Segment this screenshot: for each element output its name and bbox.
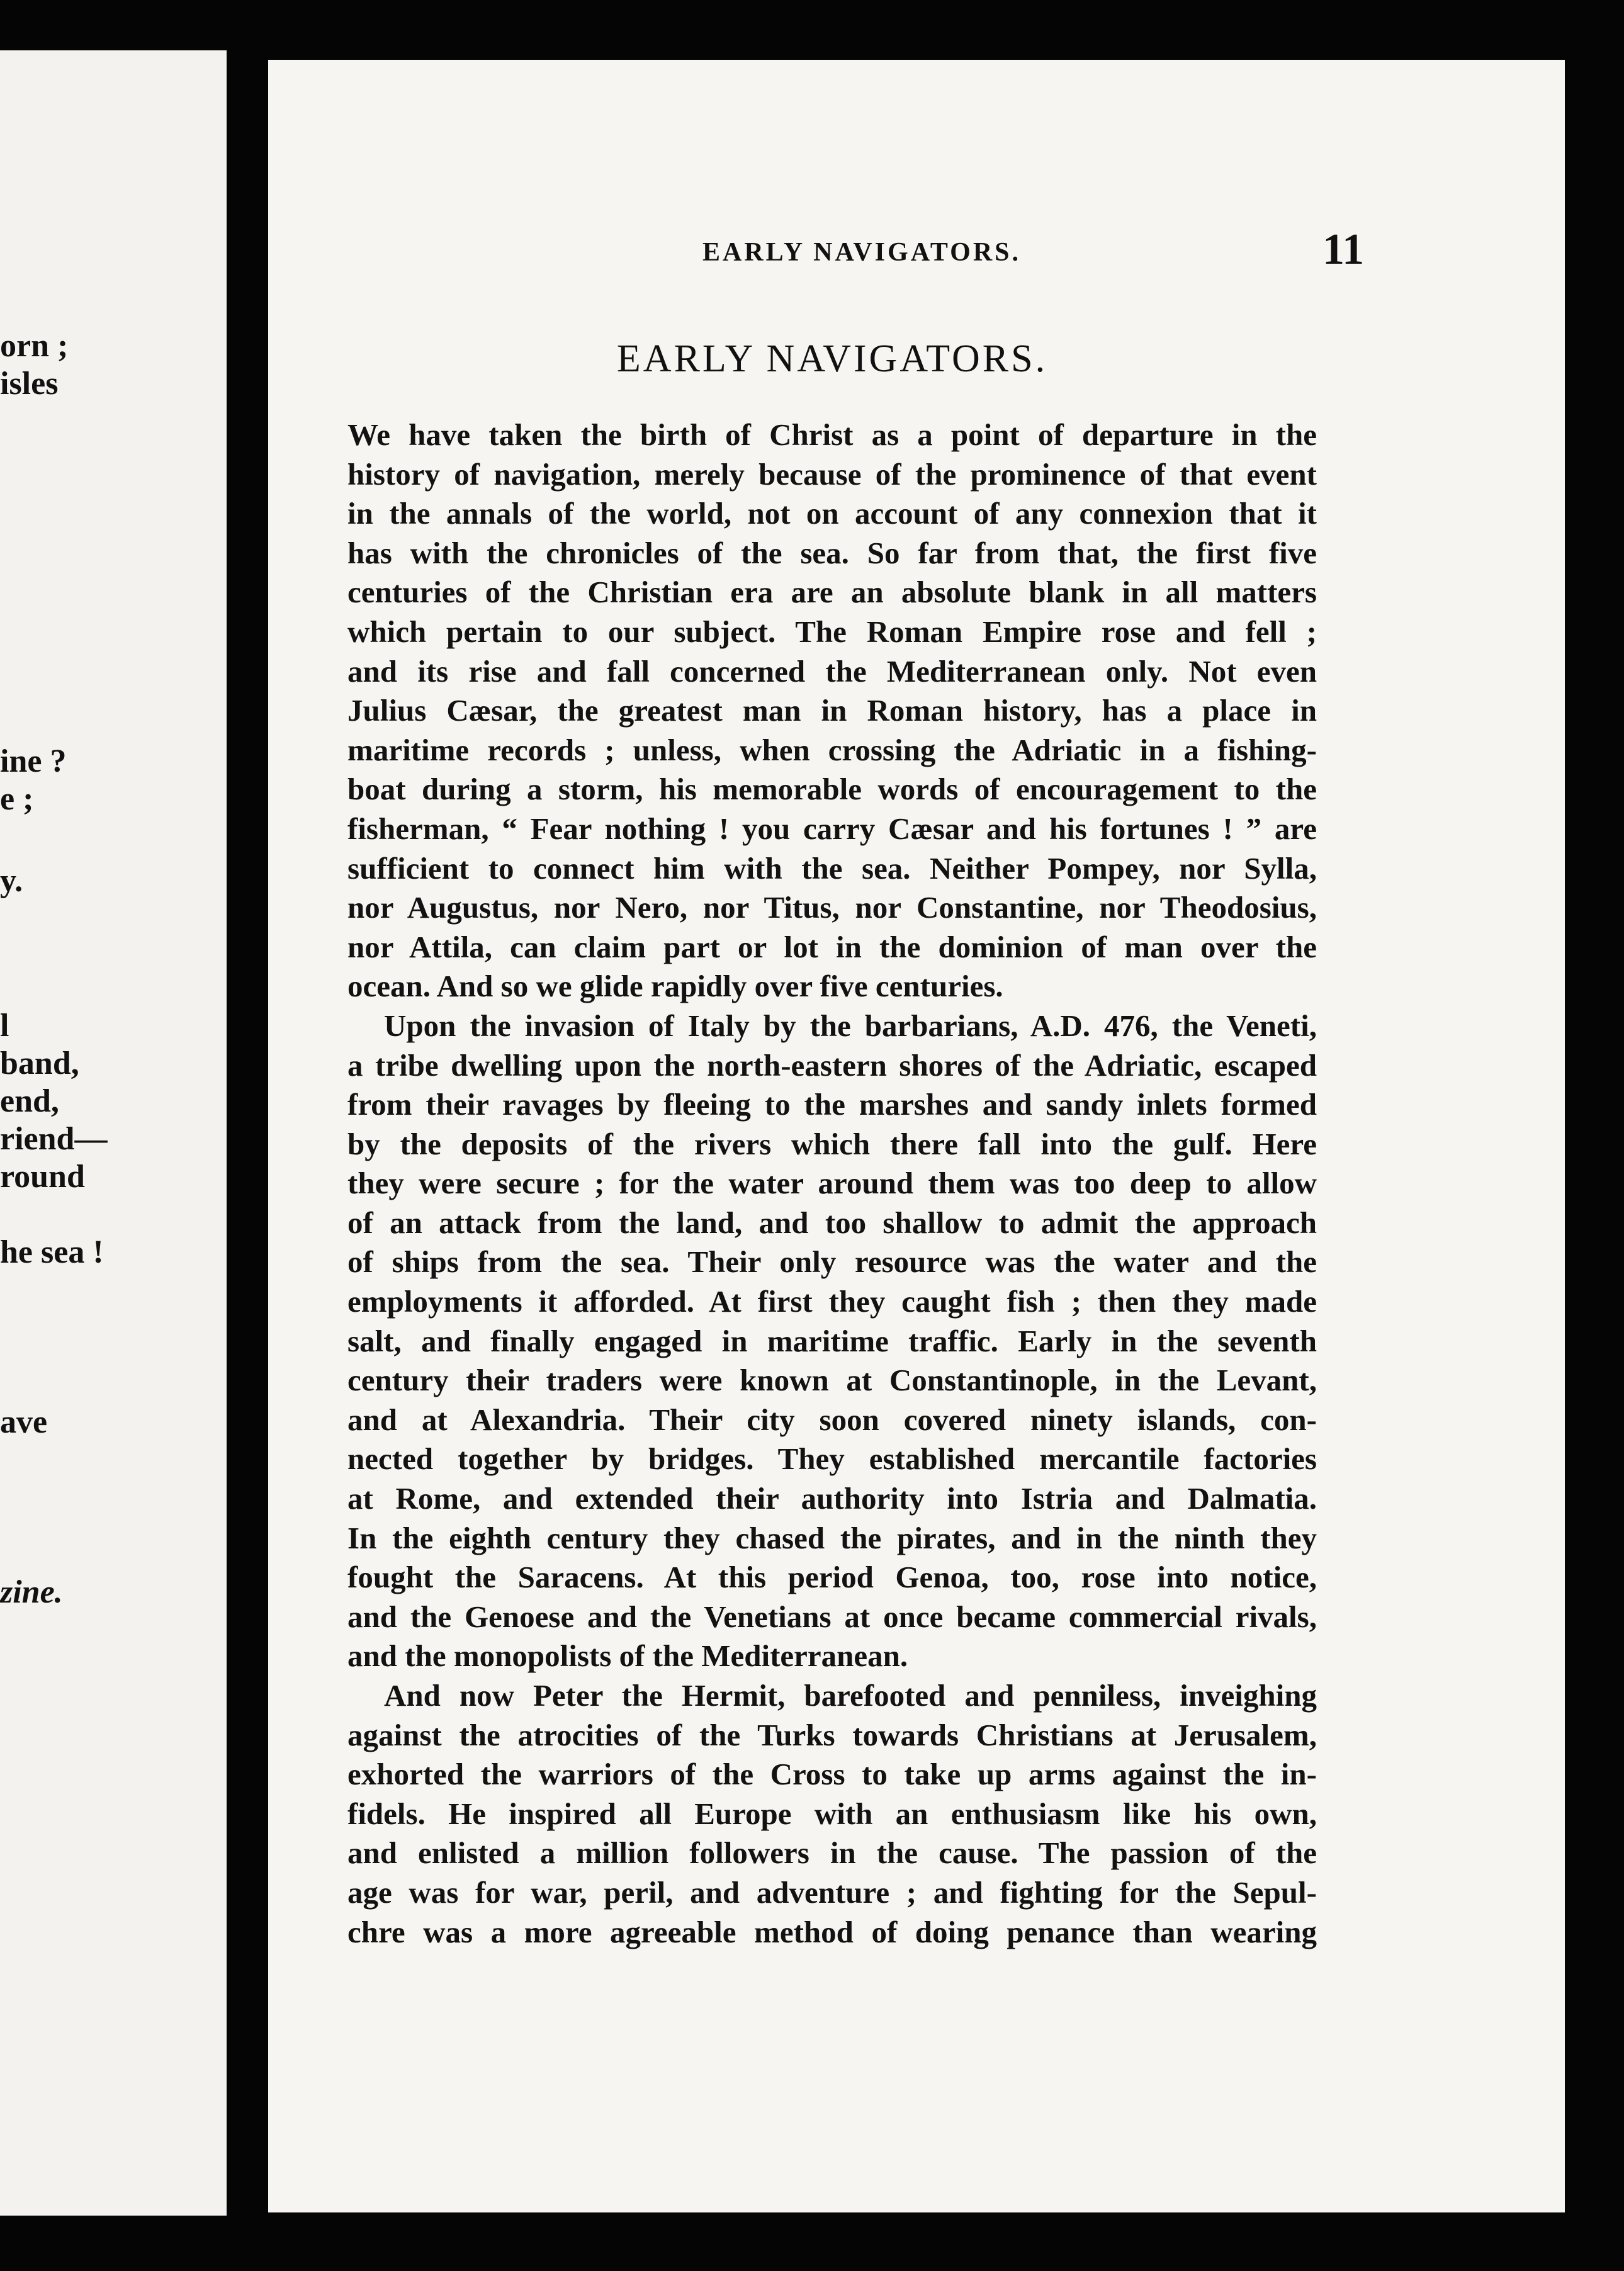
text-line: And now Peter the Hermit, barefooted and penniless, inveighing [384, 1678, 1317, 1713]
facing-page-line: ine ? [0, 743, 67, 779]
text-line: centuries of the Christian era are an absolute blank in all matters [347, 575, 1317, 610]
text-line: in the annals of the world, not on account of any connexion that it [347, 496, 1317, 531]
facing-page-line: isles [0, 366, 59, 402]
text-line: and its rise and fall concerned the Mediterranean only. Not even [347, 653, 1317, 689]
text-line: fidels. He inspired all Europe with an enthusiasm like his own, [347, 1796, 1317, 1831]
text-line: ocean. And so we glide rapidly over five centuries. [347, 969, 1003, 1004]
text-line: nor Augustus, nor Nero, nor Titus, nor Constantine, nor Theodosius, [347, 890, 1317, 925]
text-line: history of navigation, merely because of the prominence of that event [347, 456, 1317, 492]
text-line: against the atrocities of the Turks towards Christians at Jerusalem, [347, 1717, 1317, 1752]
book-page [268, 60, 1565, 2212]
text-line: by the deposits of the rivers which there fall into the gulf. Here [347, 1126, 1317, 1161]
body-text [347, 415, 1317, 1952]
text-line: sufficient to connect him with the sea. Neither Pompey, nor Sylla, [347, 850, 1317, 886]
text-line: nor Attila, can claim part or lot in the dominion of man over the [347, 929, 1317, 964]
facing-page-line: round [0, 1159, 85, 1195]
running-head: EARLY NAVIGATORS. [702, 238, 1022, 267]
facing-page-fragment [0, 50, 227, 2216]
text-line: a tribe dwelling upon the north-eastern shores of the Adriatic, escaped [347, 1047, 1317, 1083]
text-line: they were secure ; for the water around them was too deep to allow [347, 1166, 1317, 1201]
facing-page-line: y. [0, 863, 23, 899]
facing-page-line: end, [0, 1083, 59, 1119]
text-line: boat during a storm, his memorable words of encouragement to the [347, 772, 1317, 807]
text-line: of ships from the sea. Their only resource was the water and the [347, 1244, 1317, 1280]
book-gutter [227, 0, 268, 2271]
text-line: salt, and finally engaged in maritime traffic. Early in the seventh [347, 1323, 1317, 1358]
text-line: fought the Saracens. At this period Genoa, too, rose into notice, [347, 1560, 1317, 1595]
page-number: 11 [1322, 225, 1365, 274]
text-line: and the monopolists of the Mediterranean. [347, 1638, 908, 1674]
text-line: has with the chronicles of the sea. So far from that, the first five [347, 535, 1317, 570]
facing-page-line: band, [0, 1045, 79, 1081]
facing-page-line: he sea ! [0, 1234, 104, 1270]
text-line: exhorted the warriors of the Cross to take up arms against the in- [347, 1757, 1317, 1792]
text-line: of an attack from the land, and too shallow to admit the approach [347, 1205, 1317, 1240]
text-line: and enlisted a million followers in the cause. The passion of the [347, 1835, 1317, 1871]
text-line: employments it afforded. At first they caught fish ; then they made [347, 1284, 1317, 1319]
facing-page-line: riend— [0, 1121, 108, 1157]
text-line: age was for war, peril, and adventure ; and fighting for the Sepul- [347, 1874, 1317, 1910]
text-line: which pertain to our subject. The Roman Empire rose and fell ; [347, 614, 1317, 649]
facing-page-line: ave [0, 1404, 48, 1440]
facing-page-line: orn ; [0, 328, 69, 364]
text-line: maritime records ; unless, when crossing the Adriatic in a fishing- [347, 732, 1317, 767]
facing-page-line: l [0, 1008, 9, 1044]
text-line: century their traders were known at Constantinople, in the Levant, [347, 1363, 1317, 1398]
text-line: and the Genoese and the Venetians at once became commercial rivals, [347, 1599, 1317, 1634]
facing-page-line: zine. [0, 1574, 63, 1610]
text-line: fisherman, “ Fear nothing ! you carry Cæsar and his fortunes ! ” are [347, 811, 1317, 846]
text-line: nected together by bridges. They established mercantile factories [347, 1441, 1317, 1477]
text-line: We have taken the birth of Christ as a point of departure in the [347, 417, 1317, 452]
text-line: and at Alexandria. Their city soon covered ninety islands, con- [347, 1402, 1317, 1437]
text-line: from their ravages by fleeing to the marshes and sandy inlets formed [347, 1087, 1317, 1122]
text-line: Julius Cæsar, the greatest man in Roman history, has a place in [347, 693, 1317, 728]
text-line: chre was a more agreeable method of doing penance than wearing [347, 1914, 1317, 1949]
chapter-title: EARLY NAVIGATORS. [616, 337, 1048, 380]
text-line: In the eighth century they chased the pirates, and in the ninth they [347, 1520, 1317, 1555]
text-line: Upon the invasion of Italy by the barbarians, A.D. 476, the Veneti, [384, 1008, 1317, 1043]
text-line: at Rome, and extended their authority into Istria and Dalmatia. [347, 1481, 1317, 1516]
facing-page-line: e ; [0, 781, 34, 817]
